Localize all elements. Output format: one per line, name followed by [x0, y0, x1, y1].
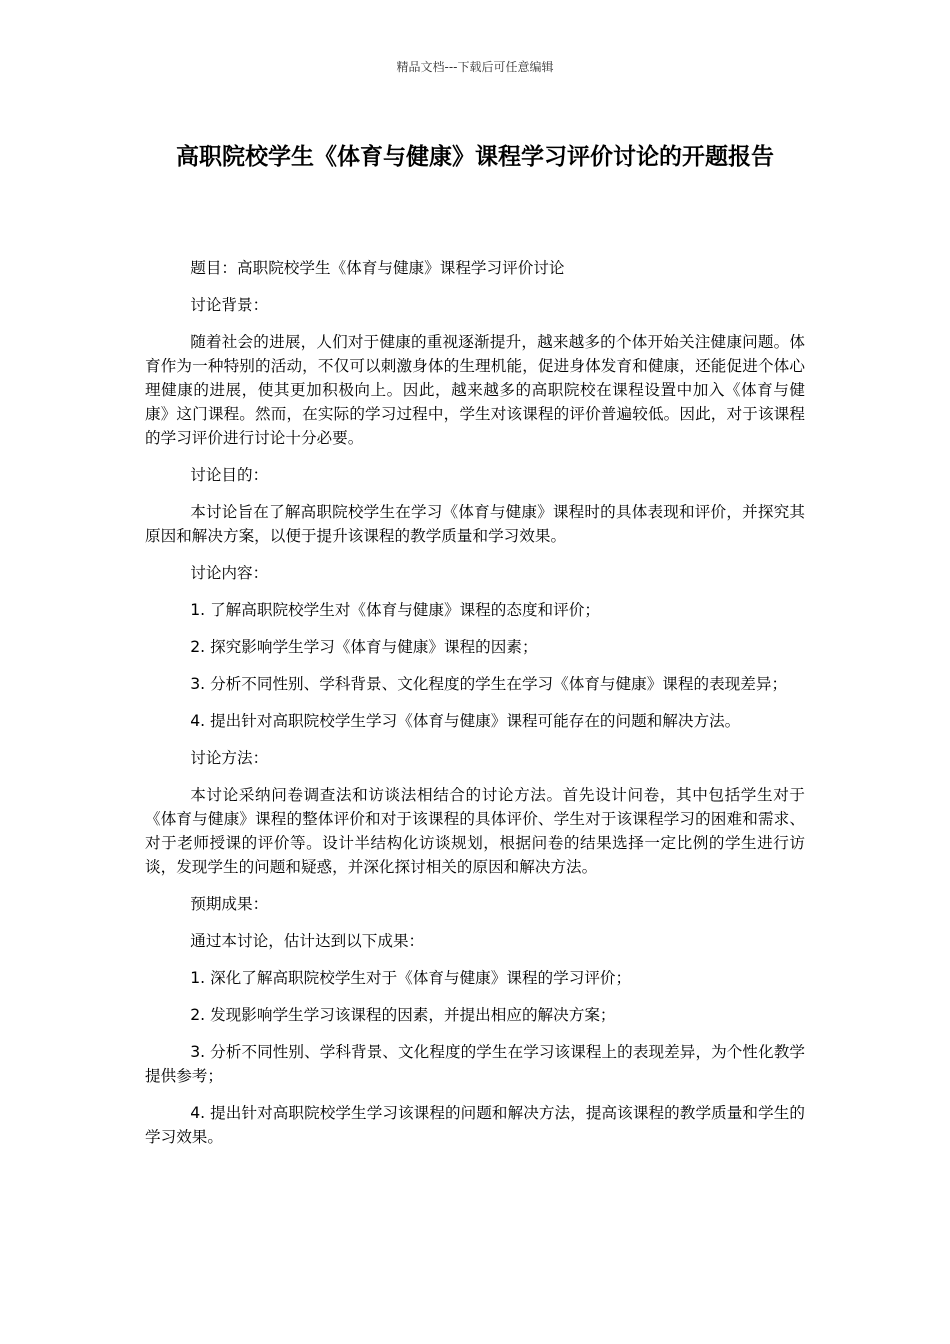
list-item: 2. 探究影响学生学习《体育与健康》课程的因素； [190, 638, 538, 656]
list-item: 1. 深化了解高职院校学生对于《体育与健康》课程的学习评价； [190, 969, 632, 987]
paragraph-outcomes-intro: 通过本讨论，估计达到以下成果： [190, 932, 425, 950]
document-title: 高职院校学生《体育与健康》课程学习评价讨论的开题报告 [176, 144, 774, 170]
document-body [145, 256, 805, 1162]
section-heading-purpose: 讨论目的： [190, 466, 269, 484]
paragraph-method: 本讨论采纳问卷调查法和访谈法相结合的讨论方法。首先设计问卷，其中包括学生对于《体育与健康》课程的整体评价和对于该课程的具体评价、学生对于该课程学习的困难和需求、对于老师授课的评价等。设计半结构化访谈规划，根据问卷的结果选择一定比例的学生进行访谈，发现学生的问题和疑惑，并深化探讨相关的原因和解决方法。 [145, 786, 805, 876]
list-item: 3. 分析不同性别、学科背景、文化程度的学生在学习《体育与健康》课程的表现差异； [190, 675, 788, 693]
list-item: 4. 提出针对高职院校学生学习该课程的问题和解决方法，提高该课程的教学质量和学生的学习效果。 [145, 1104, 805, 1146]
section-heading-content: 讨论内容： [190, 564, 269, 582]
list-item: 2. 发现影响学生学习该课程的因素，并提出相应的解决方案； [190, 1006, 616, 1024]
section-heading-outcomes: 预期成果： [190, 895, 269, 913]
section-heading-method: 讨论方法： [190, 749, 269, 767]
paragraph-background: 随着社会的进展，人们对于健康的重视逐渐提升，越来越多的个体开始关注健康问题。体育作为一种特别的活动，不仅可以刺激身体的生理机能，促进身体发育和健康，还能促进个体心理健康的进展，使其更加积极向上。因此，越来越多的高职院校在课程设置中加入《体育与健康》这门课程。然而，在实际的学习过程中，学生对该课程的评价普遍较低。因此，对于该课程的学习评价进行讨论十分必要。 [145, 333, 805, 447]
list-item: 1. 了解高职院校学生对《体育与健康》课程的态度和评价； [190, 601, 600, 619]
section-heading-background: 讨论背景： [190, 296, 269, 314]
list-item: 4. 提出针对高职院校学生学习《体育与健康》课程可能存在的问题和解决方法。 [190, 712, 741, 730]
paragraph-topic: 题目：高职院校学生《体育与健康》课程学习评价讨论 [190, 259, 565, 277]
paragraph-purpose: 本讨论旨在了解高职院校学生在学习《体育与健康》课程时的具体表现和评价，并探究其原因和解决方案，以便于提升该课程的教学质量和学习效果。 [145, 503, 805, 545]
list-item: 3. 分析不同性别、学科背景、文化程度的学生在学习该课程上的表现差异，为个性化教学提供参考； [145, 1043, 805, 1085]
page-header: 精品文档---下载后可任意编辑 [396, 60, 554, 74]
